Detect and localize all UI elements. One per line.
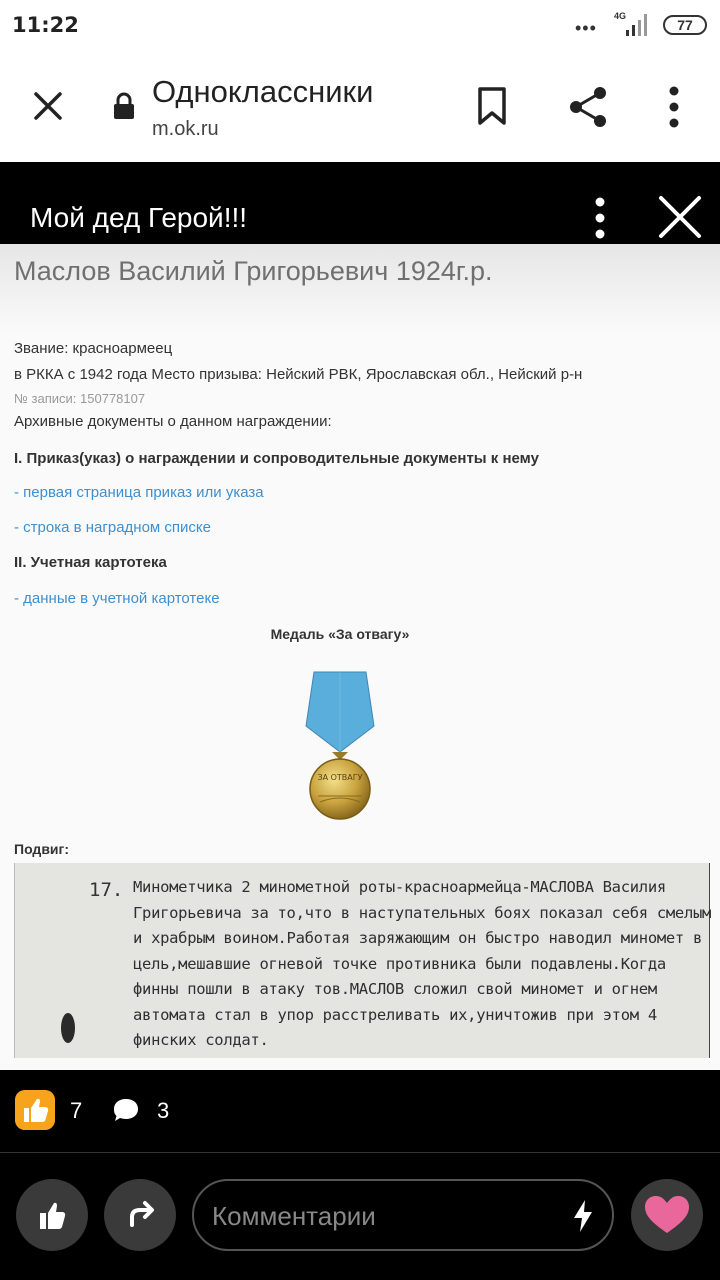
rank-line: Звание: красноармеец [14,340,173,357]
site-url: m.ok.ru [152,118,219,140]
stats-bar [0,1070,720,1152]
close-icon[interactable] [30,88,66,124]
lock-icon [113,92,135,120]
section-card-index: II. Учетная картотека [14,554,167,571]
signal-icon [612,10,652,38]
citation-text: Минометчика 2 минометной роты-красноармейца-МАСЛОВА Василия Григорьевича за то,что в наступательных боях показал себя смелым и храбрым воином.Работая заряжающим он быстро наводил миномет в цель,мешавшие огневой точке противника были подавлены.Когда финны пошли в атаку тов.МАСЛОВ сложил свой миномет и огнем автомата стал в упор расстреливать их,уничтожив при этом 4 финских солдат. [133,878,712,1049]
comment-input[interactable] [192,1179,614,1251]
more-vert-icon[interactable] [662,86,686,128]
bookmark-icon[interactable] [476,86,508,126]
close-icon[interactable] [657,194,703,240]
battery-indicator: 77 [663,15,707,35]
person-name: Маслов Василий Григорьевич 1924г.р. [14,256,493,286]
reshare-button[interactable] [104,1179,176,1251]
like-icon[interactable] [15,1090,55,1130]
comment-icon[interactable] [112,1096,140,1124]
link-card-index: - данные в учетной картотеке [14,590,220,607]
photo-title: Мой дед Герой!!! [30,202,248,233]
action-bar [0,1153,720,1280]
citation-number: 17. [89,879,124,901]
like-button[interactable] [16,1179,88,1251]
heart-button[interactable] [631,1179,703,1251]
status-bar [0,0,720,52]
share-icon[interactable] [568,86,608,128]
notification-dots-icon: ••• [575,18,597,38]
photo-viewer-header [0,162,720,244]
site-title: Одноклассники [152,74,374,109]
record-number: № записи: 150778107 [14,391,146,406]
comment-placeholder: Комментарии [212,1201,376,1231]
status-time: 11:22 [12,13,79,37]
bolt-icon[interactable] [572,1199,594,1233]
link-order-first-page: - первая страница приказ или указа [14,484,264,501]
service-line: в РККА с 1942 года Место призыва: Нейский РВК, Ярославская обл., Нейский р-н [14,366,583,383]
feat-label: Подвиг: [14,841,70,857]
citation-scan [14,863,710,1058]
ink-blot [61,1013,75,1043]
browser-toolbar [0,52,720,162]
heart-icon [631,1179,703,1251]
comment-count: 3 [157,1098,170,1123]
archive-heading: Архивные документы о данном награждении: [14,413,332,430]
thumbs-up-icon [16,1179,88,1251]
network-type: 4G [614,11,627,21]
section-order: I. Приказ(указ) о награждении и сопроводительные документы к нему [14,450,539,467]
medal-title: Медаль «За отвагу» [270,626,410,642]
medal-inscription: ЗА ОТВАГУ [317,773,363,782]
medal-icon [294,668,386,824]
link-award-list: - строка в наградном списке [14,519,211,536]
reshare-icon [104,1179,176,1251]
like-count: 7 [70,1098,83,1123]
document-photo [0,244,720,1070]
more-vert-icon[interactable] [588,196,612,240]
